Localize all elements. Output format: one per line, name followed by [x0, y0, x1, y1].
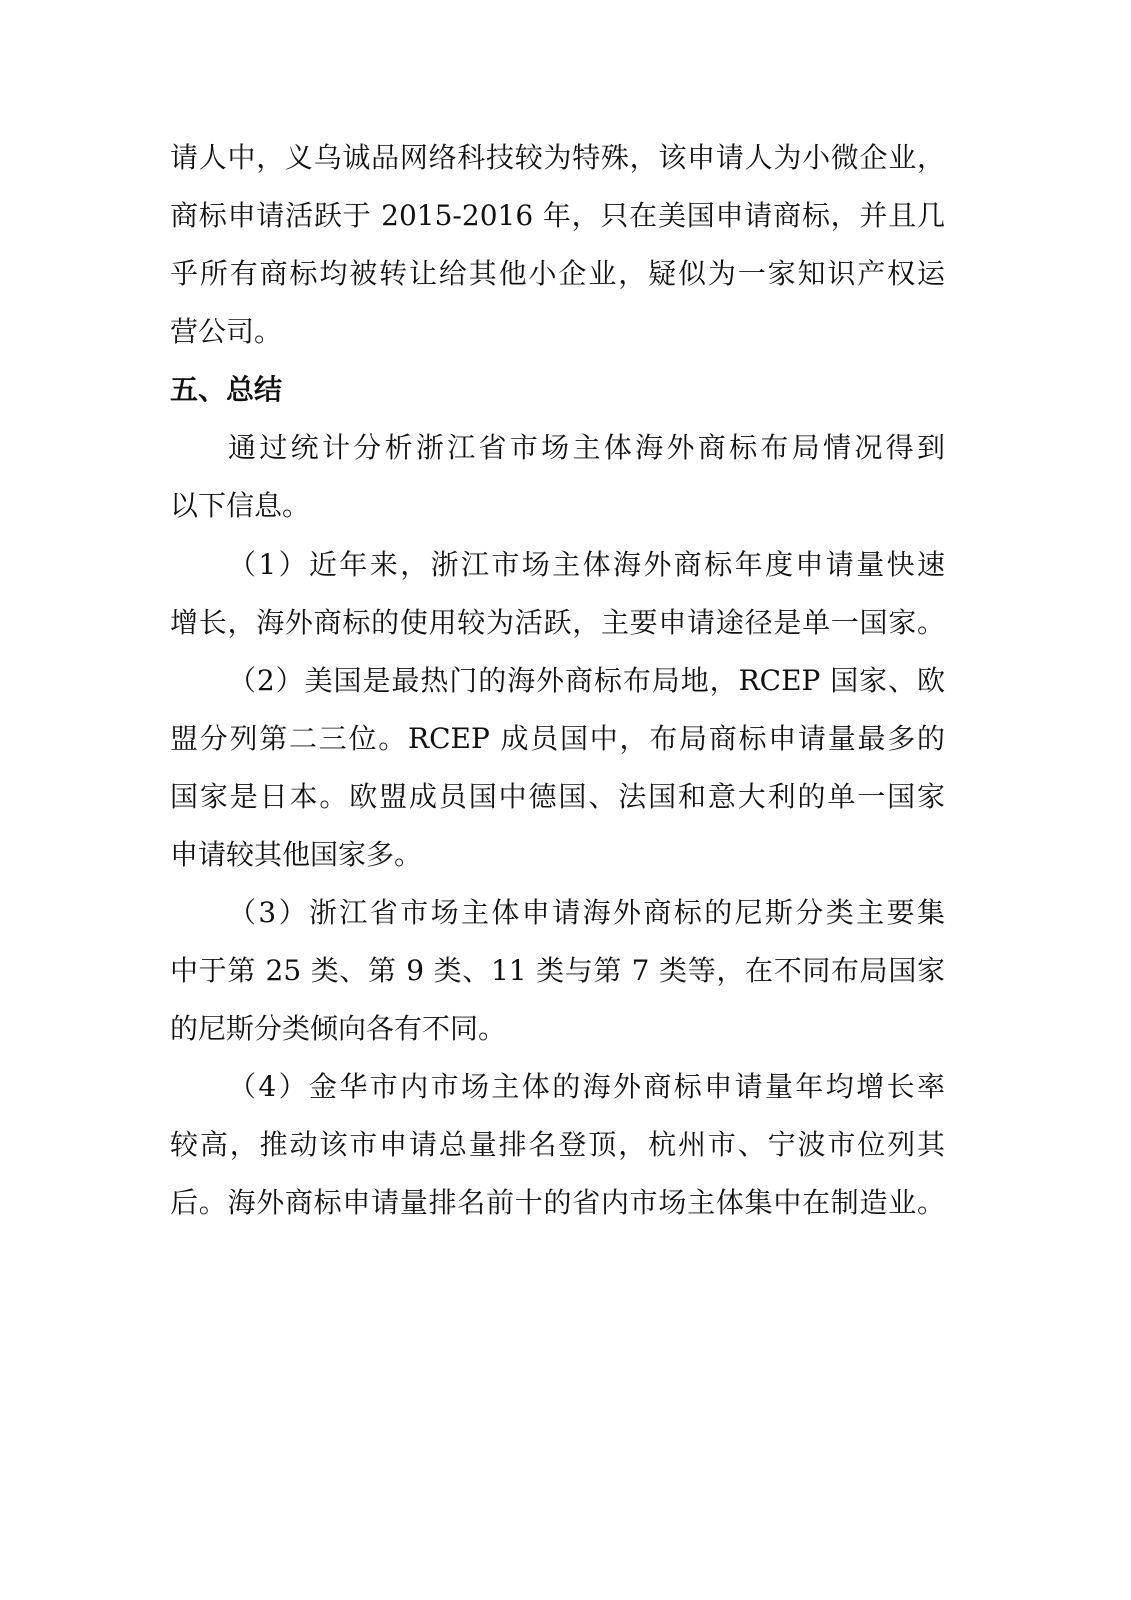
intro-line-3: 乎所有商标均被转让给其他小企业，疑似为一家知识产权运: [170, 257, 945, 290]
intro-line-2: 商标申请活跃于 2015-2016 年，只在美国申请商标，并且几: [170, 199, 945, 232]
point3-line-1: （3）浙江省市场主体申请海外商标的尼斯分类主要集: [228, 896, 945, 929]
point2-line-1: （2）美国是最热门的海外商标布局地，RCEP 国家、欧: [228, 664, 945, 697]
point1-line-2: 增长，海外商标的使用较为活跃，主要申请途径是单一国家。: [170, 606, 945, 639]
point2-line-3: 国家是日本。欧盟成员国中德国、法国和意大利的单一国家: [170, 780, 945, 813]
summary-intro-line-2: 以下信息。: [170, 489, 311, 522]
intro-line-4: 营公司。: [170, 315, 283, 348]
point2-line-4: 申请较其他国家多。: [170, 838, 423, 871]
point4-line-1: （4）金华市内市场主体的海外商标申请量年均增长率: [228, 1070, 945, 1103]
point3-line-3: 的尼斯分类倾向各有不同。: [170, 1012, 507, 1045]
intro-line-1: 请人中，义乌诚品网络科技较为特殊，该申请人为小微企业，: [170, 141, 945, 174]
point4-line-2: 较高，推动该市申请总量排名登顶，杭州市、宁波市位列其: [170, 1128, 945, 1161]
summary-intro-line-1: 通过统计分析浙江省市场主体海外商标布局情况得到: [228, 431, 945, 464]
point2-line-2: 盟分列第二三位。RCEP 成员国中，布局商标申请量最多的: [170, 722, 945, 755]
point4-line-3: 后。海外商标申请量排名前十的省内市场主体集中在制造业。: [170, 1186, 945, 1219]
point3-line-2: 中于第 25 类、第 9 类、11 类与第 7 类等，在不同布局国家: [170, 954, 945, 987]
point1-line-1: （1）近年来，浙江市场主体海外商标年度申请量快速: [228, 548, 945, 581]
section-heading: 五、总结: [170, 373, 283, 406]
